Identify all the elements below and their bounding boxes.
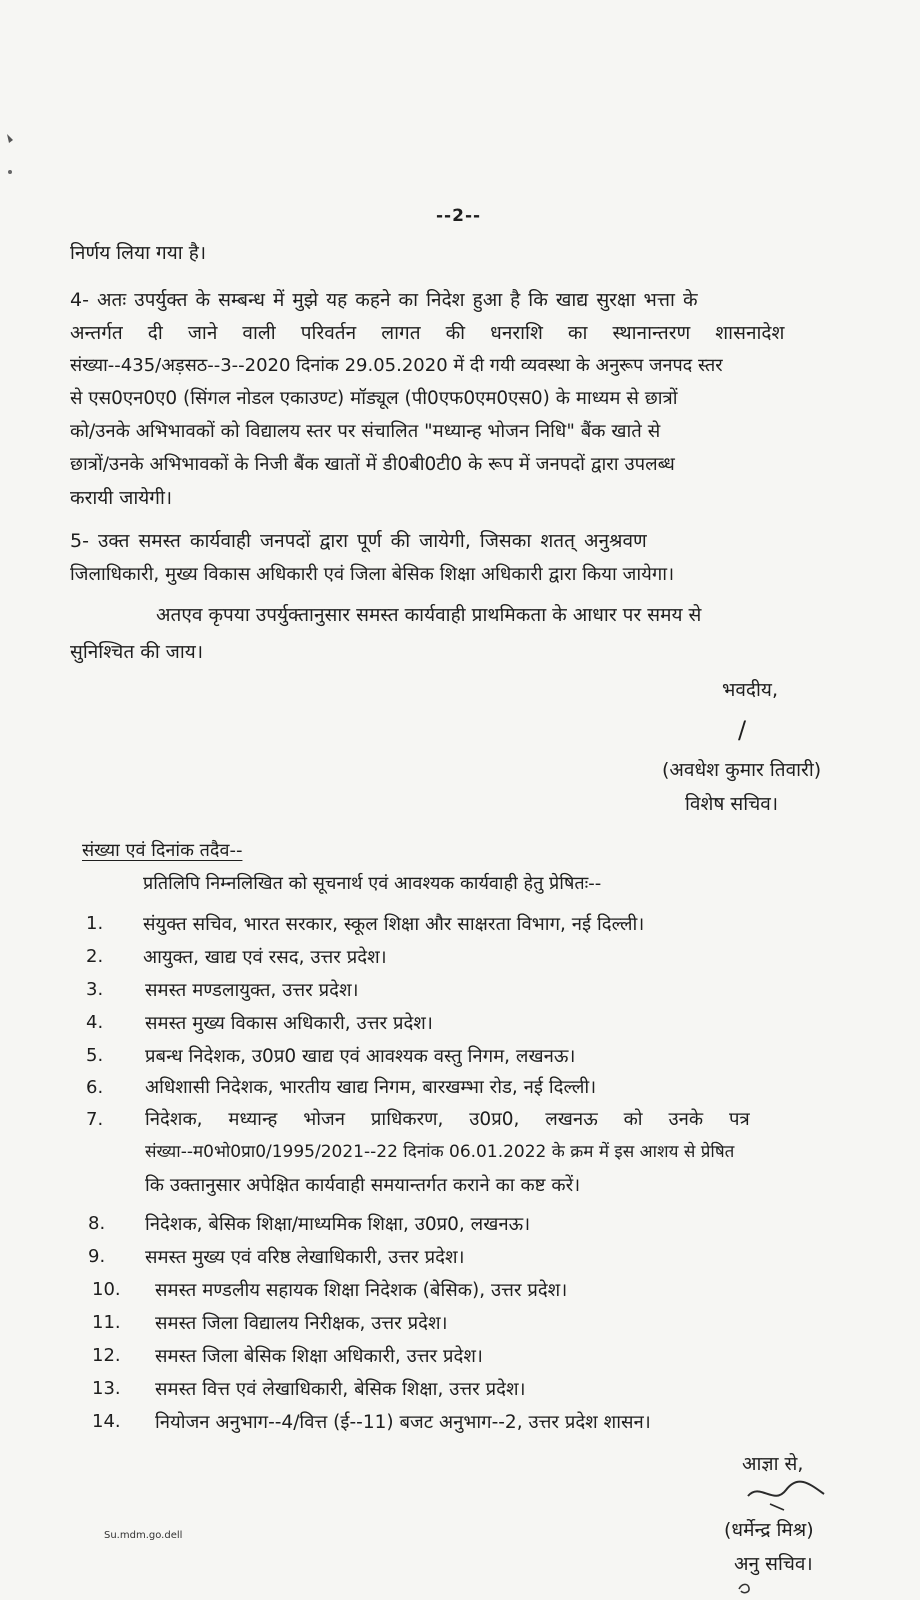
paragraph-line: को/उनके अभिभावकों को विद्यालय स्तर पर संचालित "मध्यान्ह भोजन निधि" बैंक खाते से	[70, 421, 661, 442]
paragraph-line: करायी जायेगी।	[70, 487, 173, 509]
list-item-number: 7.	[86, 1109, 104, 1130]
list-item: प्रबन्ध निदेशक, उ0प्र0 खाद्य एवं आवश्यक वस्तु निगम, लखनऊ।	[145, 1046, 576, 1067]
list-item-number: 9.	[88, 1246, 106, 1267]
list-item-number: 10.	[92, 1279, 121, 1300]
paragraph-line: संख्या--435/अड़सठ--3--2020 दिनांक 29.05.2020 में दी गयी व्यवस्था के अनुरूप जनपद स्तर	[70, 355, 723, 376]
paragraph-line: से एस0एन0ए0 (सिंगल नोडल एकाउण्ट) मॉड्यूल (पी0एफ0एम0एस0) के माध्यम से छात्रों	[70, 388, 678, 409]
list-item-number: 4.	[86, 1012, 104, 1033]
paragraph-line: 4- अतः उपर्युक्त के सम्बन्ध में मुझे यह कहने का निदेश हुआ है कि खाद्य सुरक्षा भत्ता के	[70, 289, 698, 311]
list-item: अधिशासी निदेशक, भारतीय खाद्य निगम, बारखम्भा रोड, नई दिल्ली।	[145, 1077, 597, 1098]
list-item: संयुक्त सचिव, भारत सरकार, स्कूल शिक्षा और साक्षरता विभाग, नई दिल्ली।	[143, 914, 645, 935]
signature-designation: विशेष सचिव।	[685, 793, 779, 815]
signature-name: (अवधेश कुमार तिवारी)	[662, 759, 822, 781]
signature-closing: आज्ञा से,	[742, 1453, 804, 1475]
handwritten-signature-mark	[740, 1476, 830, 1516]
list-item: समस्त वित्त एवं लेखाधिकारी, बेसिक शिक्षा, उत्तर प्रदेश।	[155, 1379, 526, 1400]
list-item-number: 1.	[86, 913, 104, 934]
signature-closing: भवदीय,	[722, 679, 778, 701]
list-item-number: 13.	[92, 1378, 121, 1399]
list-item: समस्त मण्डलायुक्त, उत्तर प्रदेश।	[145, 980, 359, 1001]
paragraph-line: जिलाधिकारी, मुख्य विकास अधिकारी एवं जिला बेसिक शिक्षा अधिकारी द्वारा किया जायेगा।	[70, 564, 675, 585]
page-number: --2--	[436, 206, 482, 226]
initial-mark	[737, 1582, 753, 1596]
paragraph-line: निर्णय लिया गया है।	[70, 242, 207, 264]
list-item: समस्त मुख्य विकास अधिकारी, उत्तर प्रदेश।	[145, 1013, 433, 1034]
list-item-number: 3.	[86, 979, 104, 1000]
paragraph-line: अन्तर्गत दी जाने वाली परिवर्तन लागत की धनराशि का स्थानान्तरण शासनादेश	[70, 322, 785, 344]
reference-line: संख्या एवं दिनांक तदैव--	[82, 840, 243, 861]
list-item-number: 5.	[86, 1045, 104, 1066]
list-item: समस्त मुख्य एवं वरिष्ठ लेखाधिकारी, उत्तर प्रदेश।	[145, 1247, 465, 1268]
signature-name: (धर्मेन्द्र मिश्र)	[724, 1519, 814, 1541]
list-item-continuation: संख्या--म0भो0प्रा0/1995/2021--22 दिनांक 06.01.2022 के क्रम में इस आशय से प्रेषित	[145, 1142, 735, 1162]
list-item-number: 12.	[92, 1345, 121, 1366]
paragraph-line: अतएव कृपया उपर्युक्तानुसार समस्त कार्यवाही प्राथमिकता के आधार पर समय से	[156, 604, 702, 626]
list-item-number: 14.	[92, 1411, 121, 1432]
list-item: निदेशक, मध्यान्ह भोजन प्राधिकरण, उ0प्र0, लखनऊ को उनके पत्र	[145, 1109, 750, 1130]
list-item: समस्त जिला विद्यालय निरीक्षक, उत्तर प्रदेश।	[155, 1313, 448, 1334]
signature-stroke: /	[738, 716, 747, 744]
scan-speck-mark	[4, 132, 18, 176]
list-item: समस्त जिला बेसिक शिक्षा अधिकारी, उत्तर प्रदेश।	[155, 1346, 483, 1367]
signature-designation: अनु सचिव।	[734, 1553, 813, 1575]
copy-intro: प्रतिलिपि निम्नलिखित को सूचनार्थ एवं आवश्यक कार्यवाही हेतु प्रेषितः--	[143, 873, 602, 894]
footer-note: Su.mdm.go.dell	[104, 1530, 183, 1541]
paragraph-line: 5- उक्त समस्त कार्यवाही जनपदों द्वारा पूर्ण की जायेगी, जिसका शतत् अनुश्रवण	[70, 530, 647, 552]
paragraph-line: सुनिश्चित की जाय।	[70, 641, 204, 663]
list-item-number: 2.	[86, 946, 104, 967]
list-item: आयुक्त, खाद्य एवं रसद, उत्तर प्रदेश।	[143, 947, 387, 968]
list-item-continuation: कि उक्तानुसार अपेक्षित कार्यवाही समयान्तर्गत कराने का कष्ट करें।	[145, 1175, 581, 1196]
list-item-number: 6.	[86, 1077, 104, 1098]
list-item: नियोजन अनुभाग--4/वित्त (ई--11) बजट अनुभाग--2, उत्तर प्रदेश शासन।	[155, 1412, 651, 1433]
list-item: समस्त मण्डलीय सहायक शिक्षा निदेशक (बेसिक), उत्तर प्रदेश।	[155, 1280, 568, 1301]
list-item: निदेशक, बेसिक शिक्षा/माध्यमिक शिक्षा, उ0प्र0, लखनऊ।	[145, 1214, 531, 1235]
list-item-number: 11.	[92, 1312, 121, 1333]
paragraph-line: छात्रों/उनके अभिभावकों के निजी बैंक खातों में डी0बी0टी0 के रूप में जनपदों द्वारा उपलब्ध	[70, 454, 675, 475]
list-item-number: 8.	[88, 1213, 106, 1234]
